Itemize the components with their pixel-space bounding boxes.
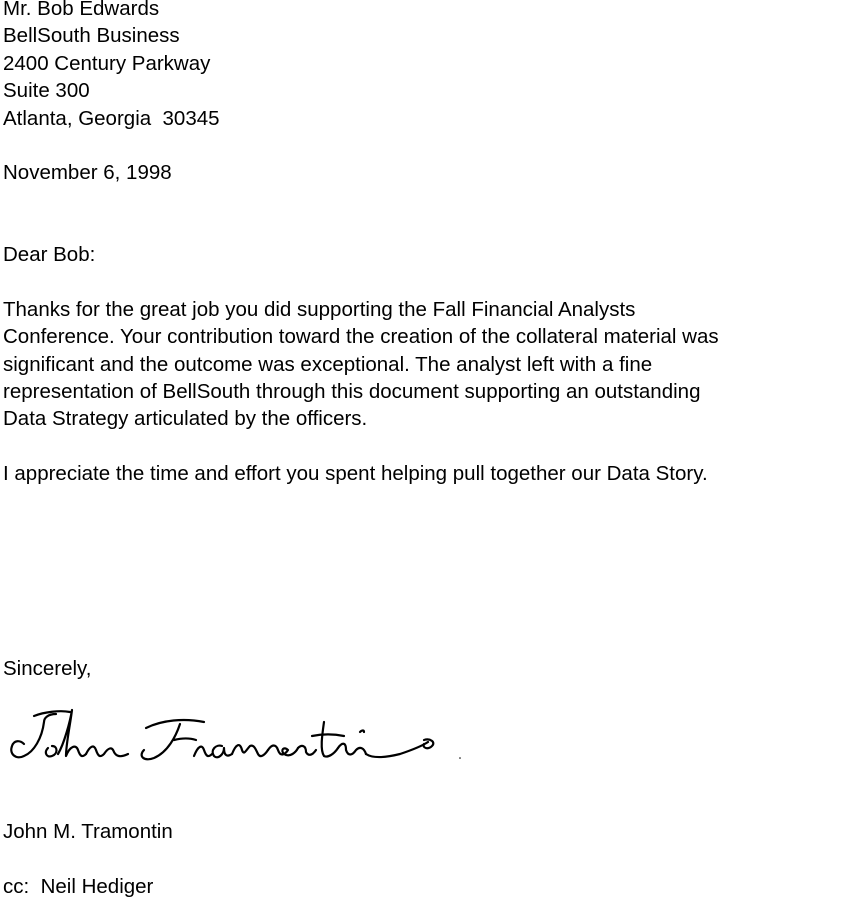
handwritten-signature — [4, 700, 464, 780]
date-text: November 6, 1998 — [3, 161, 172, 185]
paragraph-appreciation — [3, 460, 848, 487]
letter-date — [3, 159, 848, 186]
recipient-suite: Suite 300 — [3, 79, 90, 103]
paragraph-line: Thanks for the great job you did supporting the Fall Financial Analysts — [3, 297, 636, 321]
salutation — [3, 241, 848, 268]
signer-name-text: John M. Tramontin — [3, 820, 173, 843]
recipient-address — [3, 0, 848, 132]
signer-name — [3, 818, 173, 845]
recipient-city-state-zip: Atlanta, Georgia 30345 — [3, 106, 220, 130]
recipient-name: Mr. Bob Edwards — [3, 0, 160, 20]
closing-text: Sincerely, — [3, 657, 92, 680]
salutation-text: Dear Bob: — [3, 243, 96, 267]
paragraph-line: Conference. Your contribution toward the creation of the collateral material was — [3, 325, 719, 349]
paragraph-line: significant and the outcome was exceptional. The analyst left with a fine — [3, 352, 653, 376]
cc-text: cc: Neil Hediger — [3, 875, 154, 898]
paragraph-line: representation of BellSouth through this document supporting an outstanding — [3, 380, 701, 404]
paragraph-thanks — [3, 296, 848, 433]
recipient-street: 2400 Century Parkway — [3, 51, 211, 75]
paragraph-line: Data Strategy articulated by the officers. — [3, 407, 368, 431]
closing — [3, 655, 92, 682]
paragraph-line: I appreciate the time and effort you spent helping pull together our Data Story. — [3, 461, 708, 485]
cc-line — [3, 873, 153, 900]
recipient-company: BellSouth Business — [3, 24, 180, 48]
letter-body — [3, 0, 848, 487]
